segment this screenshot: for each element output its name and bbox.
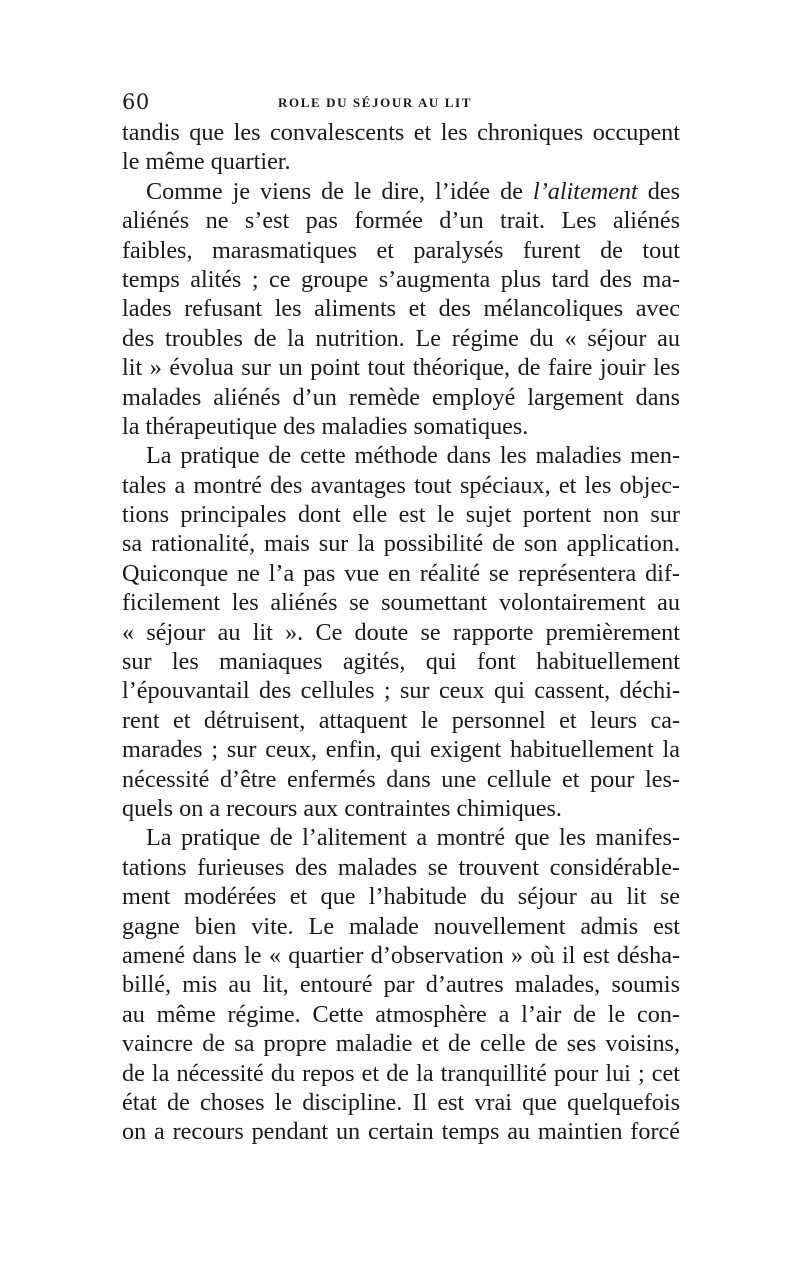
running-head: ROLE DU SÉJOUR AU LIT — [278, 95, 472, 110]
text-line: billé, mis au lit, entouré par d’autres malades, soumis — [122, 971, 680, 999]
text-line: vaincre de sa propre maladie et de celle de ses voisins, — [122, 1030, 680, 1058]
text-line: temps alités ; ce groupe s’augmenta plus tard des ma- — [122, 265, 680, 293]
text-line: « séjour au lit ». Ce doute se rapporte premièrement — [122, 618, 680, 646]
text-line: nécessité d’être enfermés dans une cellule et pour les- — [122, 765, 680, 793]
italic-term: l’alitement — [532, 177, 638, 205]
body-text — [122, 118, 680, 1147]
text-segment: des — [637, 177, 680, 205]
text-line: tandis que les convalescents et les chroniques occupent — [122, 119, 680, 146]
text-line: sur les maniaques agités, qui font habituellement — [122, 648, 680, 676]
text-line: on a recours pendant un certain temps au maintien forcé — [122, 1118, 680, 1146]
text-line: l’épouvantail des cellules ; sur ceux qui cassent, déchi- — [122, 677, 680, 705]
text-line: malades aliénés d’un remède employé largement dans — [122, 383, 680, 411]
text-segment: Comme je viens de le dire, l’idée de — [146, 177, 533, 205]
text-line: La pratique de l’alitement a montré que les manifes- — [146, 824, 680, 852]
page-header — [122, 88, 682, 118]
text-line: tales a montré des avantages tout spéciaux, et les objec- — [122, 471, 680, 499]
text-line: lit » évolua sur un point tout théorique, de faire jouir les — [122, 354, 680, 382]
text-line: de la nécessité du repos et de la tranquillité pour lui ; cet — [122, 1059, 680, 1087]
text-line: la thérapeutique des maladies somatiques. — [122, 412, 529, 440]
text-line: tions principales dont elle est le sujet portent non sur — [122, 501, 680, 529]
text-line — [122, 177, 680, 206]
text-line: ment modérées et que l’habitude du séjour au lit se — [122, 883, 680, 911]
text-line: le même quartier. — [122, 148, 291, 176]
text-line: quels on a recours aux contraintes chimiques. — [122, 794, 562, 822]
text-line: lades refusant les aliments et des mélancoliques avec — [122, 295, 680, 323]
text-line: aliénés ne s’est pas formée d’un trait. Les aliénés — [122, 207, 680, 235]
text-line: des troubles de la nutrition. Le régime du « séjour au — [122, 324, 680, 352]
text-line: état de choses le discipline. Il est vrai que quelquefois — [122, 1088, 680, 1116]
text-line: ficilement les aliénés se soumettant volontairement au — [122, 589, 680, 617]
text-line: La pratique de cette méthode dans les maladies men- — [146, 442, 680, 470]
text-line: Quiconque ne l’a pas vue en réalité se représentera dif- — [122, 559, 680, 587]
text-line: faibles, marasmatiques et paralysés furent de tout — [122, 236, 680, 264]
text-line: rent et détruisent, attaquent le personnel et leurs ca- — [122, 706, 680, 734]
text-line: au même régime. Cette atmosphère a l’air de le con- — [122, 1000, 680, 1028]
text-line: gagne bien vite. Le malade nouvellement admis est — [122, 912, 680, 940]
page-number: 60 — [122, 90, 150, 114]
text-line: marades ; sur ceux, enfin, qui exigent habituellement la — [122, 736, 680, 764]
text-line: sa rationalité, mais sur la possibilité de son application. — [122, 530, 680, 558]
text-line: amené dans le « quartier d’observation » où il est désha- — [122, 941, 680, 969]
text-line: tations furieuses des malades se trouvent considérable- — [122, 853, 680, 881]
